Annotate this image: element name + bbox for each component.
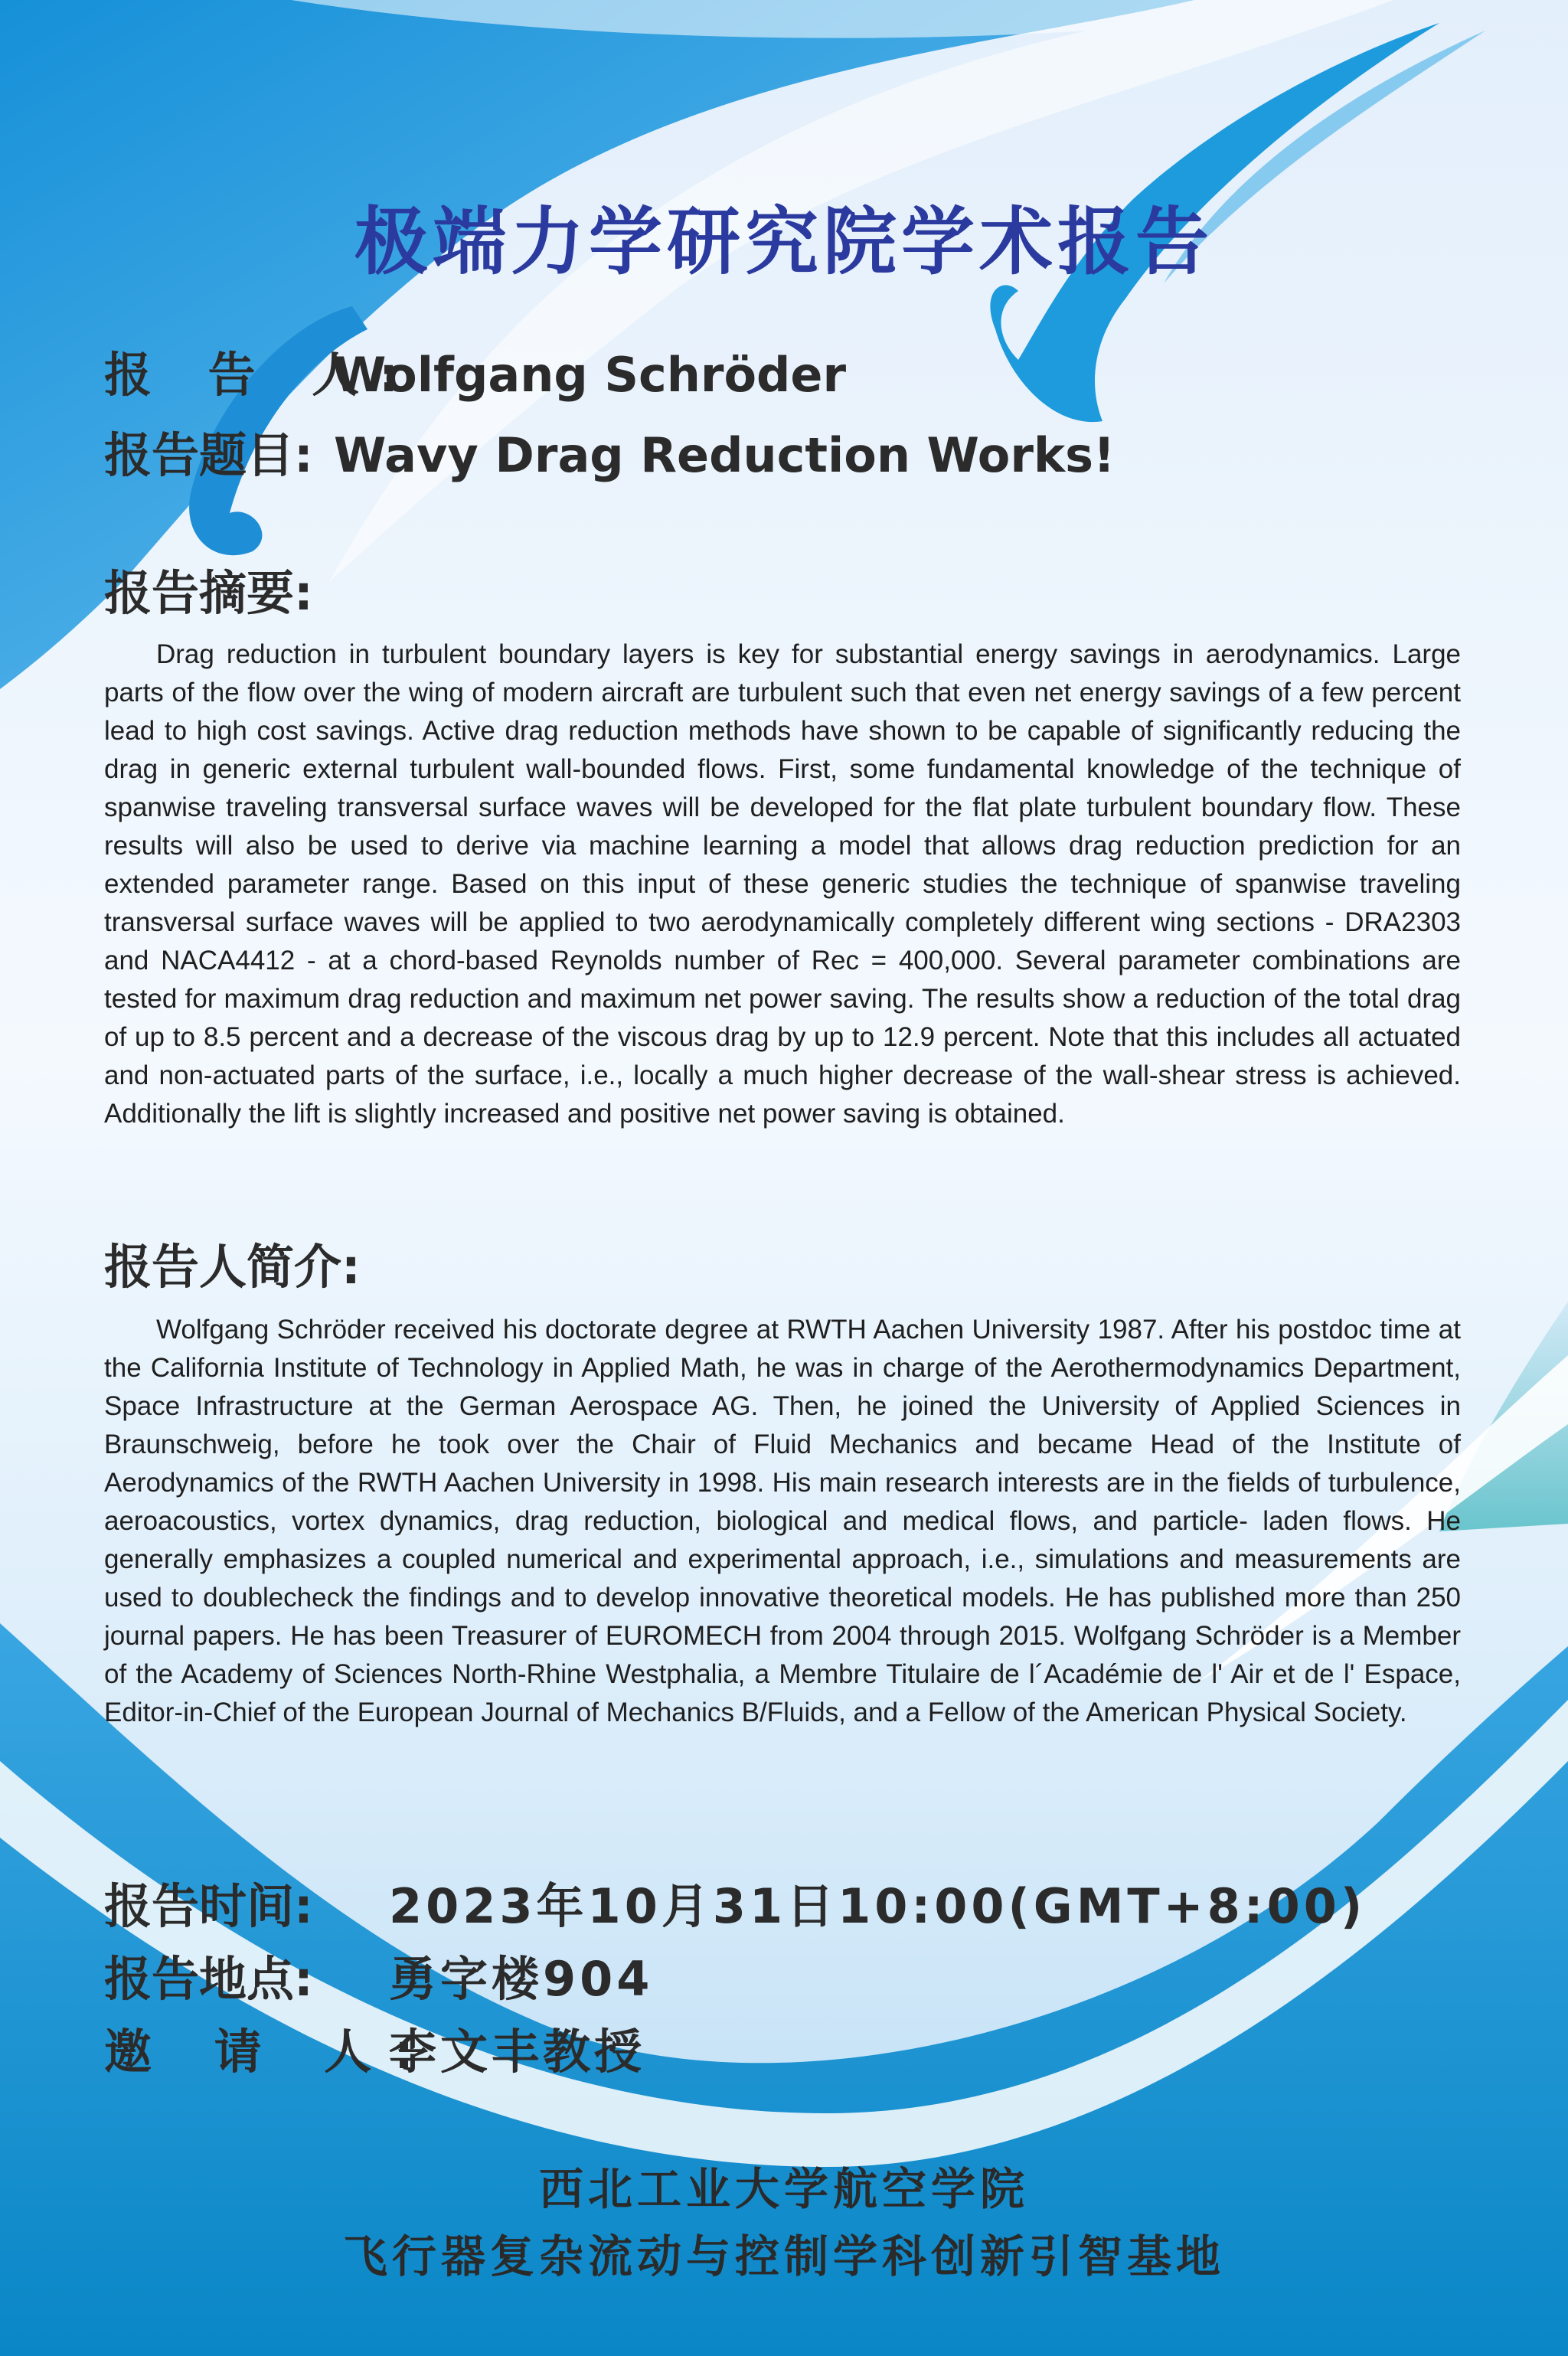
- abstract-text: Drag reduction in turbulent boundary layers is key for substantial energy savings in aerodynamics. Large parts of the flow over the wing of modern aircraft are turbulent such that even net energy savings of a few percent lead to high cost savings. Active drag reduction methods have shown to be capable of significantly reducing the drag in generic external turbulent wall-bounded flows. First, some fundamental knowledge of the technique of spanwise traveling transversal surface waves will be developed for the flat plate turbulent boundary flow. These results will also be used to derive via machine learning a model that allows drag reduction prediction for an extended parameter range. Based on this input of these generic studies the technique of spanwise traveling transversal surface waves will be applied to two aerodynamically completely different wing sections - DRA2303 and NACA4412 - at a chord-based Reynolds number of Rec = 400,000. Several parameter combinations are tested for maximum drag reduction and maximum net power saving. The results show a reduction of the total drag of up to 8.5 percent and a decrease of the viscous drag by up to 12.9 percent. Note that this includes all actuated and non-actuated parts of the surface, i.e., locally a much higher decrease of the wall-shear stress is achieved. Additionally the lift is slightly increased and positive net power saving is obtained.: [104, 639, 1461, 1129]
- topic-title: Wavy Drag Reduction Works!: [334, 427, 1116, 483]
- host-label: 邀 请 人:: [104, 2024, 436, 2080]
- time-row: [104, 1868, 1366, 1936]
- bio-text: Wolfgang Schröder received his doctorate degree at RWTH Aachen University 1987. After his postdoc time at the California Institute of Technology in Applied Math, he was in charge of the Aerothermodynamics Department, Space Infrastructure at the German Aerospace AG. Then, he joined the University of Applied Sciences in Braunschweig, before he took over the Chair of Fluid Mechanics and became Head of the Institute of Aerodynamics of the RWTH Aachen University in 1998. His main research interests are in the fields of turbulence, aeroacoustics, vortex dynamics, drag reduction, biological and medical flows, and particle- laden flows. He generally emphasizes a coupled numerical and experimental approach, i.e., simulations and measurements are used to doublecheck the findings and to develop innovative theoretical models. He has published more than 250 journal papers. He has been Treasurer of EUROMECH from 2004 through 2015. Wolfgang Schröder is a Member of the Academy of Sciences North-Rhine Westphalia, a Membre Titulaire de l´Académie de l' Air et de l' Espace, Editor-in-Chief of the European Journal of Mechanics B/Fluids, and a Fellow of the American Physical Society.: [104, 1315, 1461, 1727]
- speaker-name: Wolfgang Schröder: [334, 347, 847, 403]
- topic-label: 报告题目:: [104, 427, 313, 483]
- time-value: 2023年10月31日10:00(GMT+8:00): [389, 1878, 1367, 1934]
- topic-row: [104, 417, 1115, 485]
- footer-school: 西北工业大学航空学院: [538, 2163, 1029, 2215]
- host-value: 李文丰教授: [389, 2024, 646, 2080]
- abstract-heading: 报告摘要:: [104, 565, 313, 621]
- footer-base: 飞行器复杂流动与控制学科创新引智基地: [342, 2230, 1225, 2282]
- time-label: 报告时间:: [104, 1878, 313, 1934]
- venue-label: 报告地点:: [104, 1951, 313, 2007]
- speaker-label: 报 告 人:: [104, 347, 418, 403]
- host-row: [104, 2014, 645, 2082]
- venue-value: 勇字楼904: [389, 1951, 654, 2007]
- speaker-row: [104, 337, 846, 405]
- poster-title: 极端力学研究院学术报告: [354, 199, 1214, 285]
- venue-row: [104, 1941, 653, 2009]
- bio-heading: 报告人简介:: [104, 1239, 361, 1295]
